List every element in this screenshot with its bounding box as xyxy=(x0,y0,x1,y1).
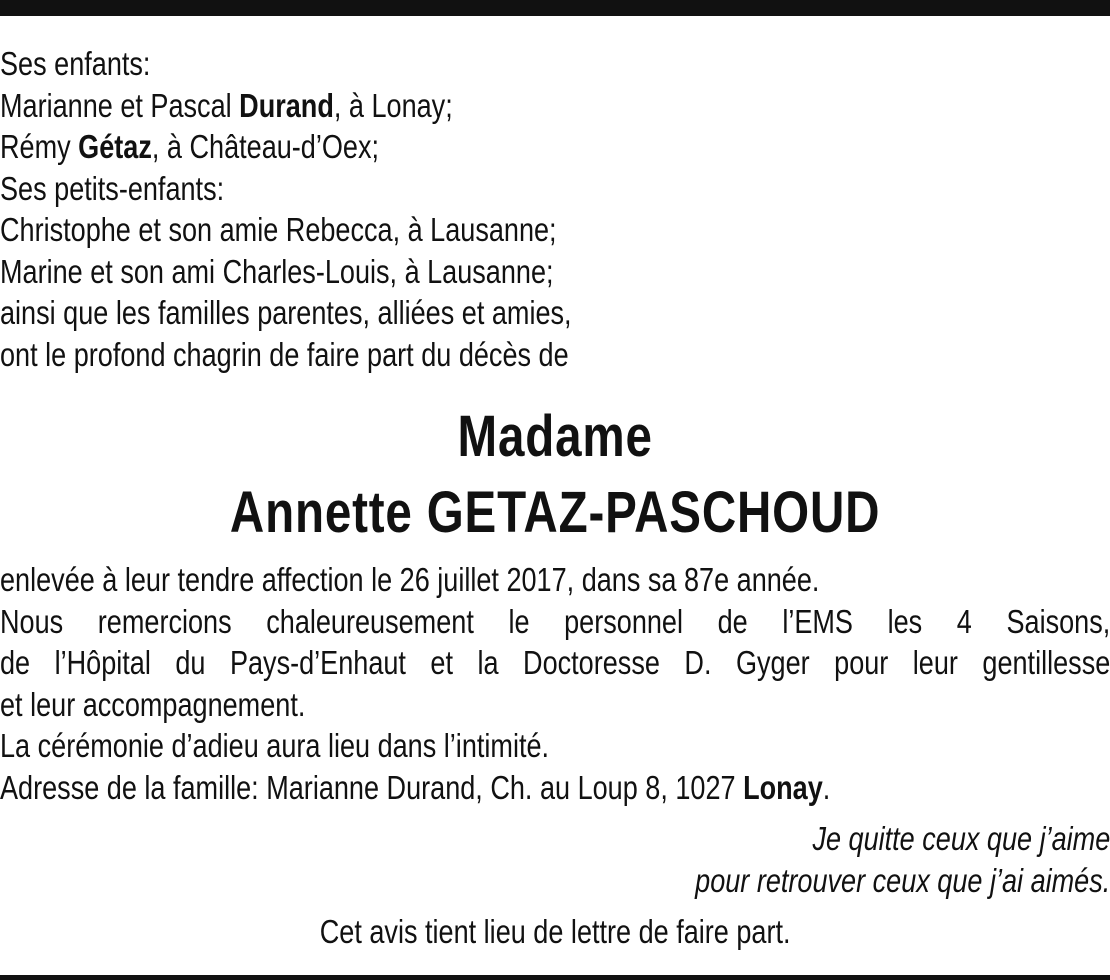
notice-body xyxy=(0,559,1110,808)
grandchildren-heading: Ses petits-enfants: xyxy=(0,169,225,207)
family-section xyxy=(0,43,1110,375)
grandchild-2-line: Marine et son ami Charles-Louis, à Lausanne; xyxy=(0,252,554,290)
child-1-location: , à Lonay; xyxy=(333,86,453,124)
child-2-name: Rémy xyxy=(0,128,79,165)
closing-line: Cet avis tient lieu de lettre de faire part. xyxy=(319,913,791,950)
quote-line-2: pour retrouver ceux que j’ai aimés. xyxy=(695,861,1110,899)
child-1-names: Marianne et Pascal xyxy=(0,86,240,124)
child-2-line xyxy=(0,126,1110,168)
closing-block xyxy=(0,911,1110,953)
bottom-border-rule xyxy=(0,975,1110,980)
thanks-line-1: Nous remercions chaleureusement le personnel de l’EMS les 4 Saisons, xyxy=(0,602,1110,640)
death-line: enlevée à leur tendre affection le 26 juillet 2017, dans sa 87e année. xyxy=(0,561,820,598)
top-border-rule xyxy=(0,0,1110,16)
deceased-title: Madame xyxy=(457,404,653,469)
relatives-line: ainsi que les familles parentes, alliées et amies, xyxy=(0,294,572,331)
deceased-name: Annette GETAZ-PASCHOUD xyxy=(229,480,881,545)
thanks-line-2: de l’Hôpital du Pays-d’Enhaut et la Doctoresse D. Gyger pour leur gentillesse xyxy=(0,644,1110,681)
child-1-line xyxy=(0,85,1110,127)
address-city: Lonay xyxy=(743,768,823,806)
thanks-line-3: et leur accompagnement. xyxy=(0,685,306,723)
grandchild-1-line: Christophe et son amie Rebecca, à Lausanne; xyxy=(0,211,557,248)
child-2-location: , à Château-d’Oex; xyxy=(151,128,380,165)
child-2-surname: Gétaz xyxy=(78,128,152,165)
quote-line-1: Je quitte ceux que j’aime xyxy=(812,820,1110,857)
family-address-line xyxy=(0,767,1110,809)
quote-block xyxy=(0,818,1110,901)
announcement-line: ont le profond chagrin de faire part du décès de xyxy=(0,335,569,373)
address-period: . xyxy=(822,768,831,806)
address-text: Adresse de la famille: Marianne Durand, Ch. au Loup 8, 1027 xyxy=(0,768,744,806)
children-heading: Ses enfants: xyxy=(0,45,151,82)
ceremony-line: La cérémonie d’adieu aura lieu dans l’intimité. xyxy=(0,727,550,764)
deceased-name-block xyxy=(0,399,1110,551)
obituary-notice xyxy=(0,43,1110,953)
child-1-surname: Durand xyxy=(239,86,334,124)
